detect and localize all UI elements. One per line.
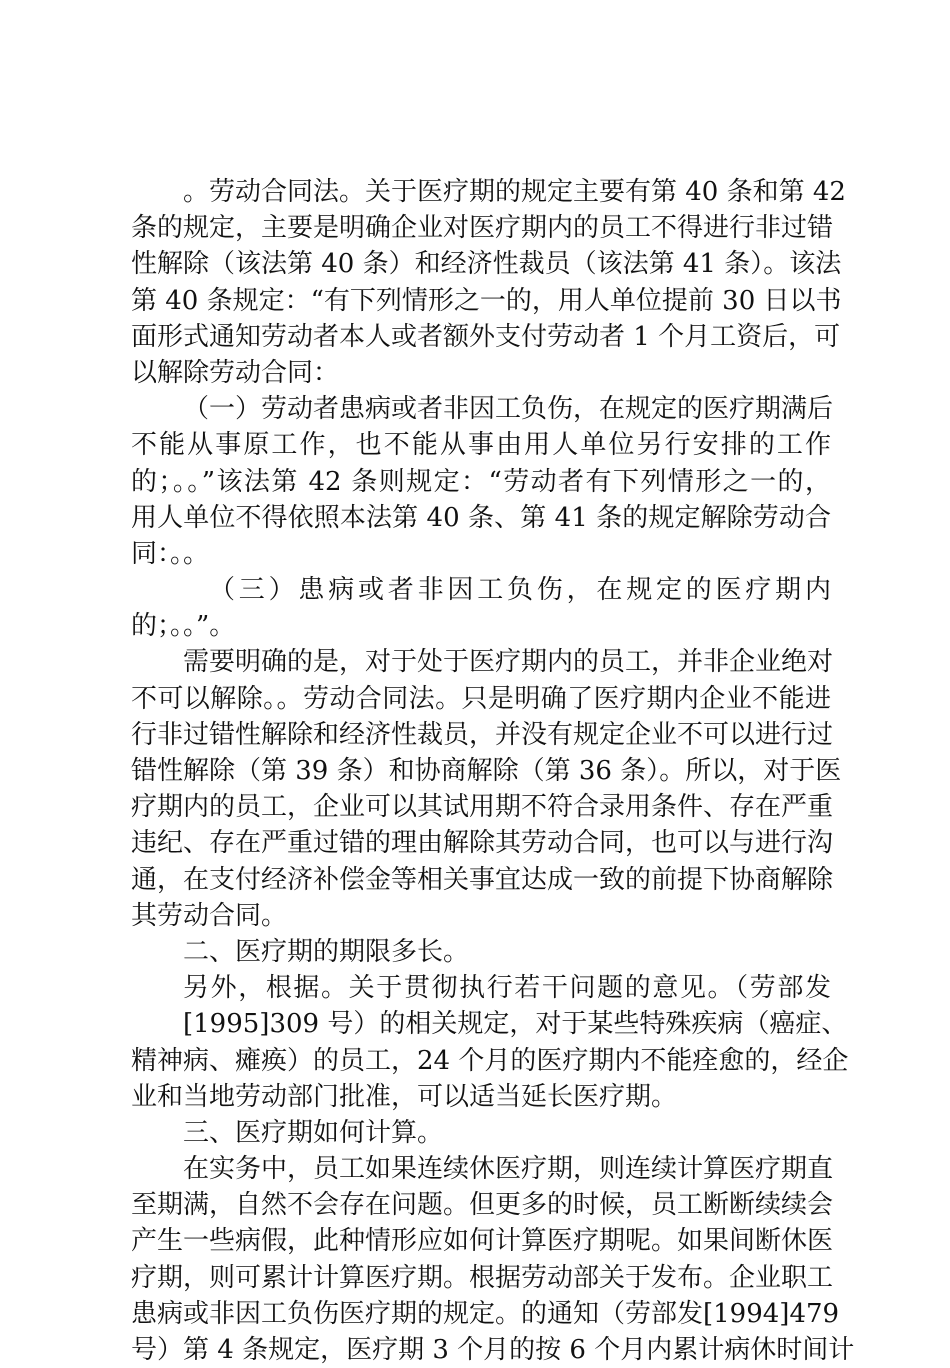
text-line: 不能从事原工作，也不能从事由用人单位另行安排的工作 xyxy=(131,430,831,461)
body-text xyxy=(131,174,855,1368)
text-line: 其劳动合同。 xyxy=(131,900,288,931)
section-heading: 二、医疗期的期限多长。 xyxy=(183,936,470,967)
text-line: 另外，根据。关于贯彻执行若干问题的意见。（劳部发 xyxy=(183,973,831,1004)
text-line: 患病或非因工负伤医疗期的规定。的通知（劳部发[1994]479 xyxy=(131,1298,840,1329)
text-line: 的；。。”该法第 42 条则规定：“劳动者有下列情形之一的， xyxy=(131,466,831,497)
text-line: 错性解除（第 39 条）和协商解除（第 36 条）。所以，对于医 xyxy=(131,756,842,786)
text-line: 性解除（该法第 40 条）和经济性裁员（该法第 41 条）。该法 xyxy=(131,249,842,280)
text-line: 第 40 条规定：“有下列情形之一的，用人单位提前 30 日以书 xyxy=(131,285,842,316)
text-line: 通，在支付经济补偿金等相关事宜达成一致的前提下协商解除 xyxy=(131,864,834,895)
text-line: 同：。。 xyxy=(131,538,210,569)
text-line: 在实务中，员工如果连续休医疗期，则连续计算医疗期直 xyxy=(183,1154,834,1185)
text-line: 条的规定，主要是明确企业对医疗期内的员工不得进行非过错 xyxy=(131,213,834,244)
text-line: 业和当地劳动部门批准，可以适当延长医疗期。 xyxy=(131,1081,678,1112)
text-line: [1995]309 号）的相关规定，对于某些特殊疾病（癌症、 xyxy=(183,1009,848,1040)
text-line: 。劳动合同法。关于医疗期的规定主要有第 40 条和第 42 xyxy=(183,177,846,207)
text-line: 的；。。”。 xyxy=(131,611,236,642)
text-line: 不可以解除。。劳动合同法。只是明确了医疗期内企业不能进 xyxy=(131,683,831,714)
section-heading: 三、医疗期如何计算。 xyxy=(183,1117,444,1148)
text-line: 疗期内的员工，企业可以其试用期不符合录用条件、存在严重 xyxy=(131,792,834,823)
text-line: 疗期，则可累计计算医疗期。根据劳动部关于发布。企业职工 xyxy=(131,1262,834,1293)
text-line: 至期满，自然不会存在问题。但更多的时候，员工断断续续会 xyxy=(131,1190,834,1221)
text-line: 号）第 4 条规定，医疗期 3 个月的按 6 个月内累计病休时间计 xyxy=(131,1335,855,1365)
text-line: 用人单位不得依照本法第 40 条、第 41 条的规定解除劳动合 xyxy=(131,502,831,533)
text-line: （三）患病或者非因工负伤，在规定的医疗期内 xyxy=(209,575,831,606)
text-line: 需要明确的是，对于处于医疗期内的员工，并非企业绝对 xyxy=(183,647,834,678)
text-line: 产生一些病假，此种情形应如何计算医疗期呢。如果间断休医 xyxy=(131,1226,834,1257)
text-line: 精神病、瘫痪）的员工，24 个月的医疗期内不能痊愈的，经企 xyxy=(131,1045,849,1076)
text-line: 违纪、存在严重过错的理由解除其劳动合同，也可以与进行沟 xyxy=(131,828,834,859)
text-line: （一）劳动者患病或者非因工负伤，在规定的医疗期满后 xyxy=(183,394,834,425)
text-line: 以解除劳动合同： xyxy=(131,357,340,388)
text-line: 行非过错性解除和经济性裁员，并没有规定企业不可以进行过 xyxy=(131,719,834,750)
text-line: 面形式通知劳动者本人或者额外支付劳动者 1 个月工资后，可 xyxy=(131,321,841,352)
